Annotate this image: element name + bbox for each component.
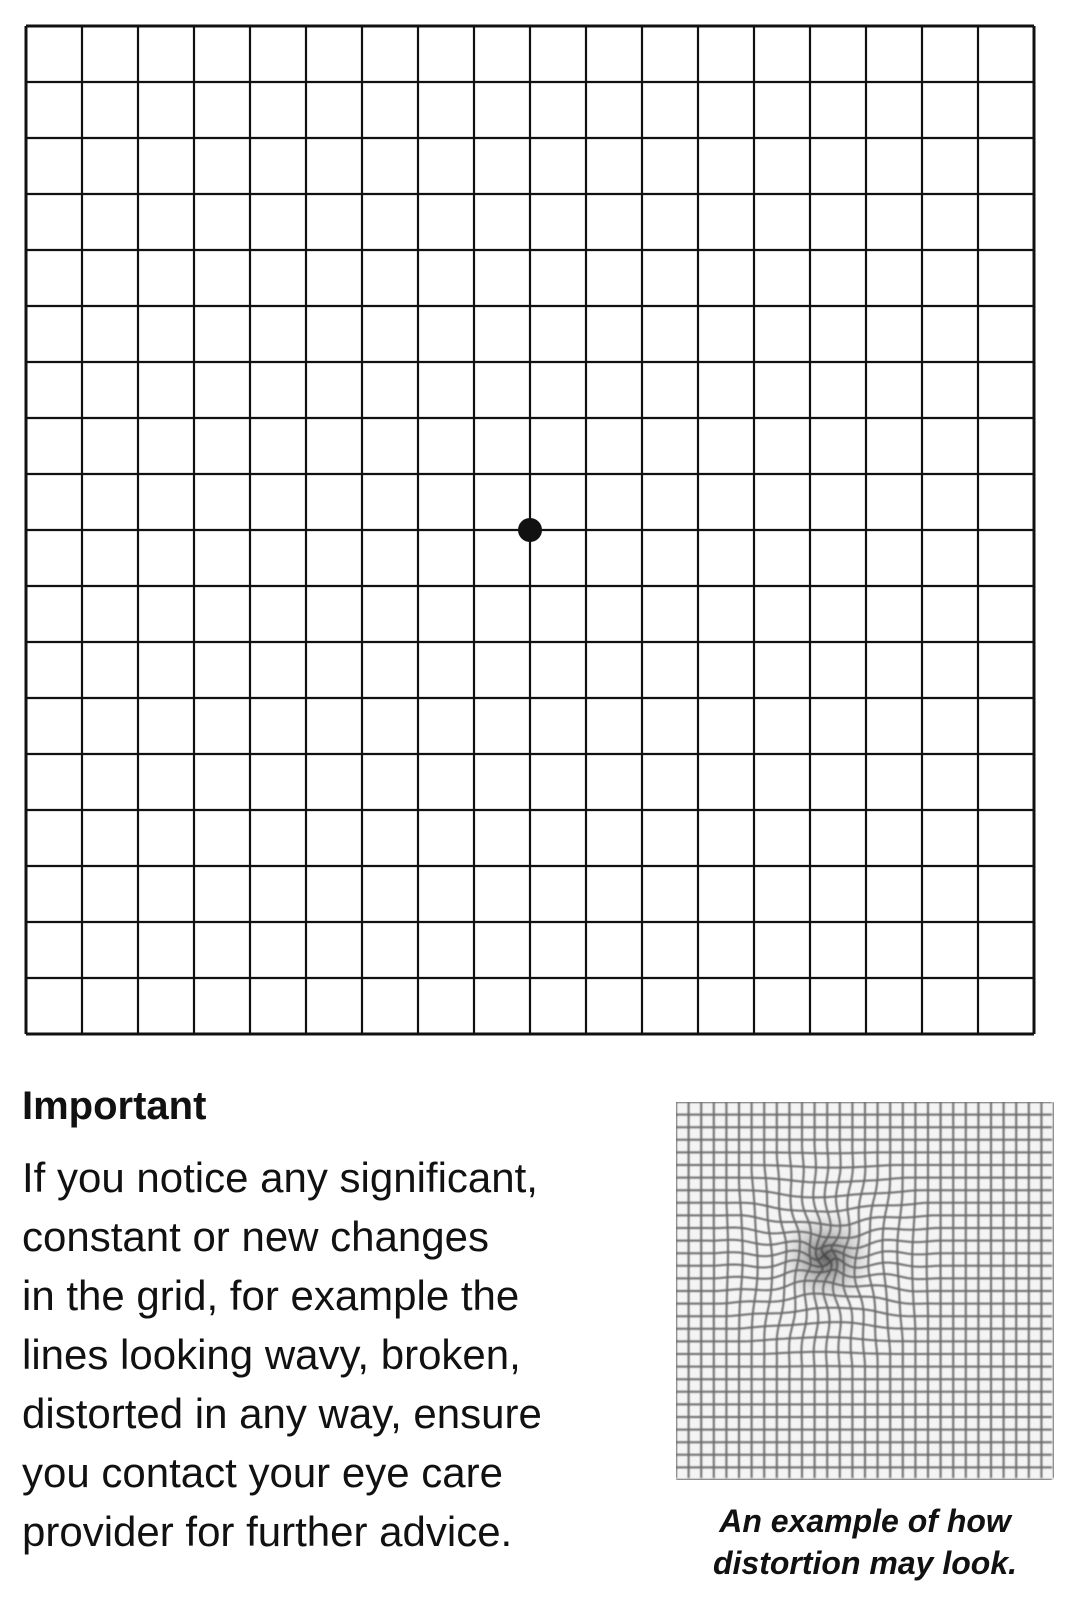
notice-line: provider for further advice. [22,1508,513,1555]
notice-line: in the grid, for example the [22,1272,520,1319]
notice-line: constant or new changes [22,1213,489,1260]
notice-section [22,1082,642,1561]
notice-heading: Important [22,1084,207,1128]
notice-line: distorted in any way, ensure [22,1390,542,1437]
notice-line: lines looking wavy, broken, [22,1331,521,1378]
distortion-example [676,1102,1060,1584]
center-fixation-dot [518,518,542,542]
notice-line: If you notice any significant, [22,1154,538,1201]
caption-line: An example of how [719,1503,1011,1539]
amsler-grid [24,24,1036,1036]
example-caption [676,1500,1054,1584]
caption-line: distortion may look. [712,1545,1018,1581]
notice-body [22,1148,642,1561]
notice-line: you contact your eye care [22,1449,503,1496]
distorted-grid-image [676,1102,1054,1480]
distorted-line-horizontal [676,1366,1052,1367]
